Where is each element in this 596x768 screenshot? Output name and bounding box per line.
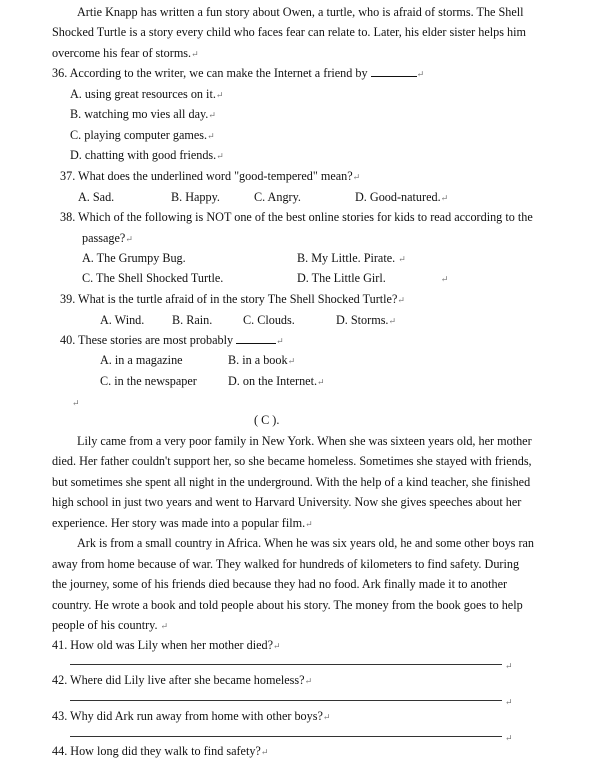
question-44: 44. How long did they walk to find safety?↵	[52, 744, 269, 758]
question-39-option: C. Clouds.	[243, 313, 295, 327]
question-36-option: D. chatting with good friends.↵	[70, 148, 224, 162]
question-38-option: A. The Grumpy Bug.	[82, 251, 186, 265]
question-39-stem: 39. What is the turtle afraid of in the story The Shell Shocked Turtle?↵	[60, 292, 405, 306]
question-40-stem: 40. These stories are most probably ↵	[60, 330, 284, 352]
question-40-option: C. in the newspaper	[100, 374, 197, 388]
question-37-option: A. Sad.	[78, 190, 115, 204]
answer-line[interactable]	[70, 664, 502, 665]
section-c-title: ( C ).	[254, 413, 280, 427]
passage-line: high school in just two years and went to Harvard University. Now she gives speeches about her	[52, 495, 522, 509]
question-42: 42. Where did Lily live after she became homeless?↵	[52, 673, 313, 687]
question-43: 43. Why did Ark run away from home with other boys?↵	[52, 709, 331, 723]
question-36-stem: 36. According to the writer, we can make the Internet a friend by ↵	[52, 63, 424, 85]
paragraph-mark: ↵	[505, 733, 513, 743]
passage-line: away from home because of war. They walked for hundreds of kilometers to find safety. During	[52, 557, 520, 571]
question-38-option: C. The Shell Shocked Turtle.	[82, 271, 224, 285]
paragraph-mark: ↵	[505, 697, 513, 707]
passage-line: the journey, some of his friends died because they had no food. Ark finally made it to another	[52, 577, 508, 591]
question-39-option: B. Rain.	[172, 313, 213, 327]
question-39-option: D. Storms.↵	[336, 313, 397, 327]
question-40-option: A. in a magazine	[100, 353, 183, 367]
empty-paragraph-mark: ↵	[72, 398, 80, 408]
passage-line: but sometimes she spent all night in the underground. With the help of a kind teacher, she finished	[52, 475, 531, 489]
question-39-option: A. Wind.	[100, 313, 145, 327]
answer-blank	[236, 330, 276, 344]
answer-line[interactable]	[70, 736, 502, 737]
question-37-option: C. Angry.	[254, 190, 301, 204]
question-38-option: B. My Little. Pirate. ↵	[297, 251, 406, 265]
passage-line: overcome his fear of storms.↵	[52, 46, 199, 60]
passage-line: Ark is from a small country in Africa. When he was six years old, he and some other boys ran	[77, 536, 535, 550]
question-41: 41. How old was Lily when her mother died?↵	[52, 638, 281, 652]
passage-line: Shocked Turtle is a story every child who faces fear can relate to. Later, his elder sister helps him	[52, 25, 527, 39]
question-37-option: B. Happy.	[171, 190, 220, 204]
question-37-option: D. Good-natured.↵	[355, 190, 449, 204]
paragraph-mark: ↵	[191, 49, 199, 59]
question-36-option: C. playing computer games.↵	[70, 128, 215, 142]
answer-line[interactable]	[70, 700, 502, 701]
passage-line: experience. Her story was made into a popular film.↵	[52, 516, 313, 530]
passage-line: died. Her father couldn't support her, so she became homeless. Sometimes she stayed with friends,	[52, 454, 532, 468]
answer-blank	[371, 63, 417, 77]
question-40-option: D. on the Internet.↵	[228, 374, 325, 388]
paragraph-mark: ↵	[505, 661, 513, 671]
question-40-option: B. in a book↵	[228, 353, 296, 367]
passage-line: Artie Knapp has written a fun story about Owen, a turtle, who is afraid of storms. The Shell	[77, 5, 524, 19]
question-38-option: D. The Little Girl. ↵	[297, 271, 449, 285]
question-38-stem: passage?↵	[82, 231, 133, 245]
passage-line: country. He wrote a book and told people about his story. The money from the book goes to help	[52, 598, 523, 612]
question-36-option: A. using great resources on it.↵	[70, 87, 224, 101]
question-37-stem: 37. What does the underlined word "good-tempered" mean?↵	[60, 169, 361, 183]
passage-line: Lily came from a very poor family in New York. When she was sixteen years old, her mother	[77, 434, 532, 448]
question-36-option: B. watching mo vies all day.↵	[70, 107, 216, 121]
passage-line: people of his country. ↵	[52, 618, 169, 632]
question-38-stem: 38. Which of the following is NOT one of the best online stories for kids to read according to the	[60, 210, 533, 224]
